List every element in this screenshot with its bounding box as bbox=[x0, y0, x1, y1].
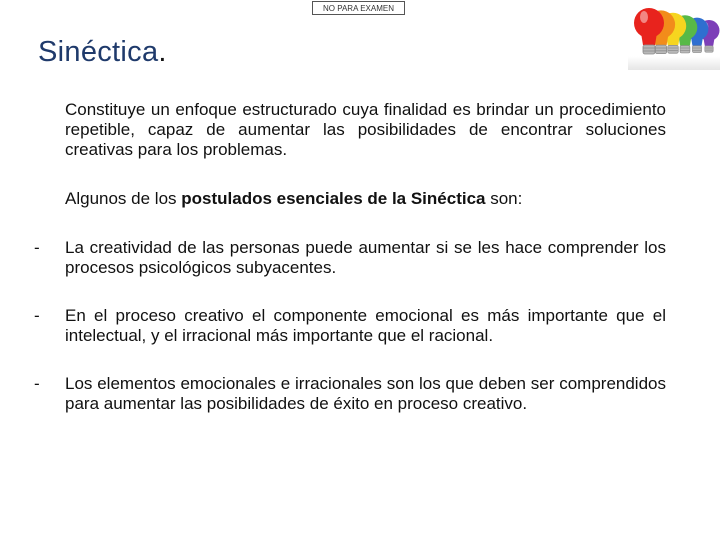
colored-light-bulbs-icon bbox=[628, 2, 720, 70]
list-marker: - bbox=[34, 374, 40, 393]
list-marker: - bbox=[34, 306, 40, 325]
postulates-prefix: Algunos de los bbox=[65, 189, 182, 208]
title-text: Sinéctica bbox=[38, 36, 159, 68]
postulates-suffix: son: bbox=[485, 189, 523, 208]
list-marker: - bbox=[34, 238, 40, 257]
list-item-text: En el proceso creativo el componente emocional es más importante que el intelectual, y el irracional más importante que el racional. bbox=[65, 306, 666, 345]
intro-paragraph: Constituye un enfoque estructurado cuya finalidad es brindar un procedimiento repetible, capaz de aumentar las posibilidades de encontrar soluciones creativas para los problemas. bbox=[65, 100, 666, 159]
list-item-text: La creatividad de las personas puede aumentar si se les hace comprender los procesos psicológicos subyacentes. bbox=[65, 238, 666, 277]
postulates-bold: postulados esenciales de la Sinéctica bbox=[181, 189, 486, 208]
title-period: . bbox=[158, 36, 167, 68]
no-para-examen-badge: NO PARA EXAMEN bbox=[312, 1, 405, 15]
list-item-text: Los elementos emocionales e irracionales son los que deben ser comprendidos para aumentar las posibilidades de éxito en proceso creativo. bbox=[65, 374, 666, 413]
postulates-intro bbox=[65, 189, 666, 209]
page-title bbox=[38, 36, 167, 69]
